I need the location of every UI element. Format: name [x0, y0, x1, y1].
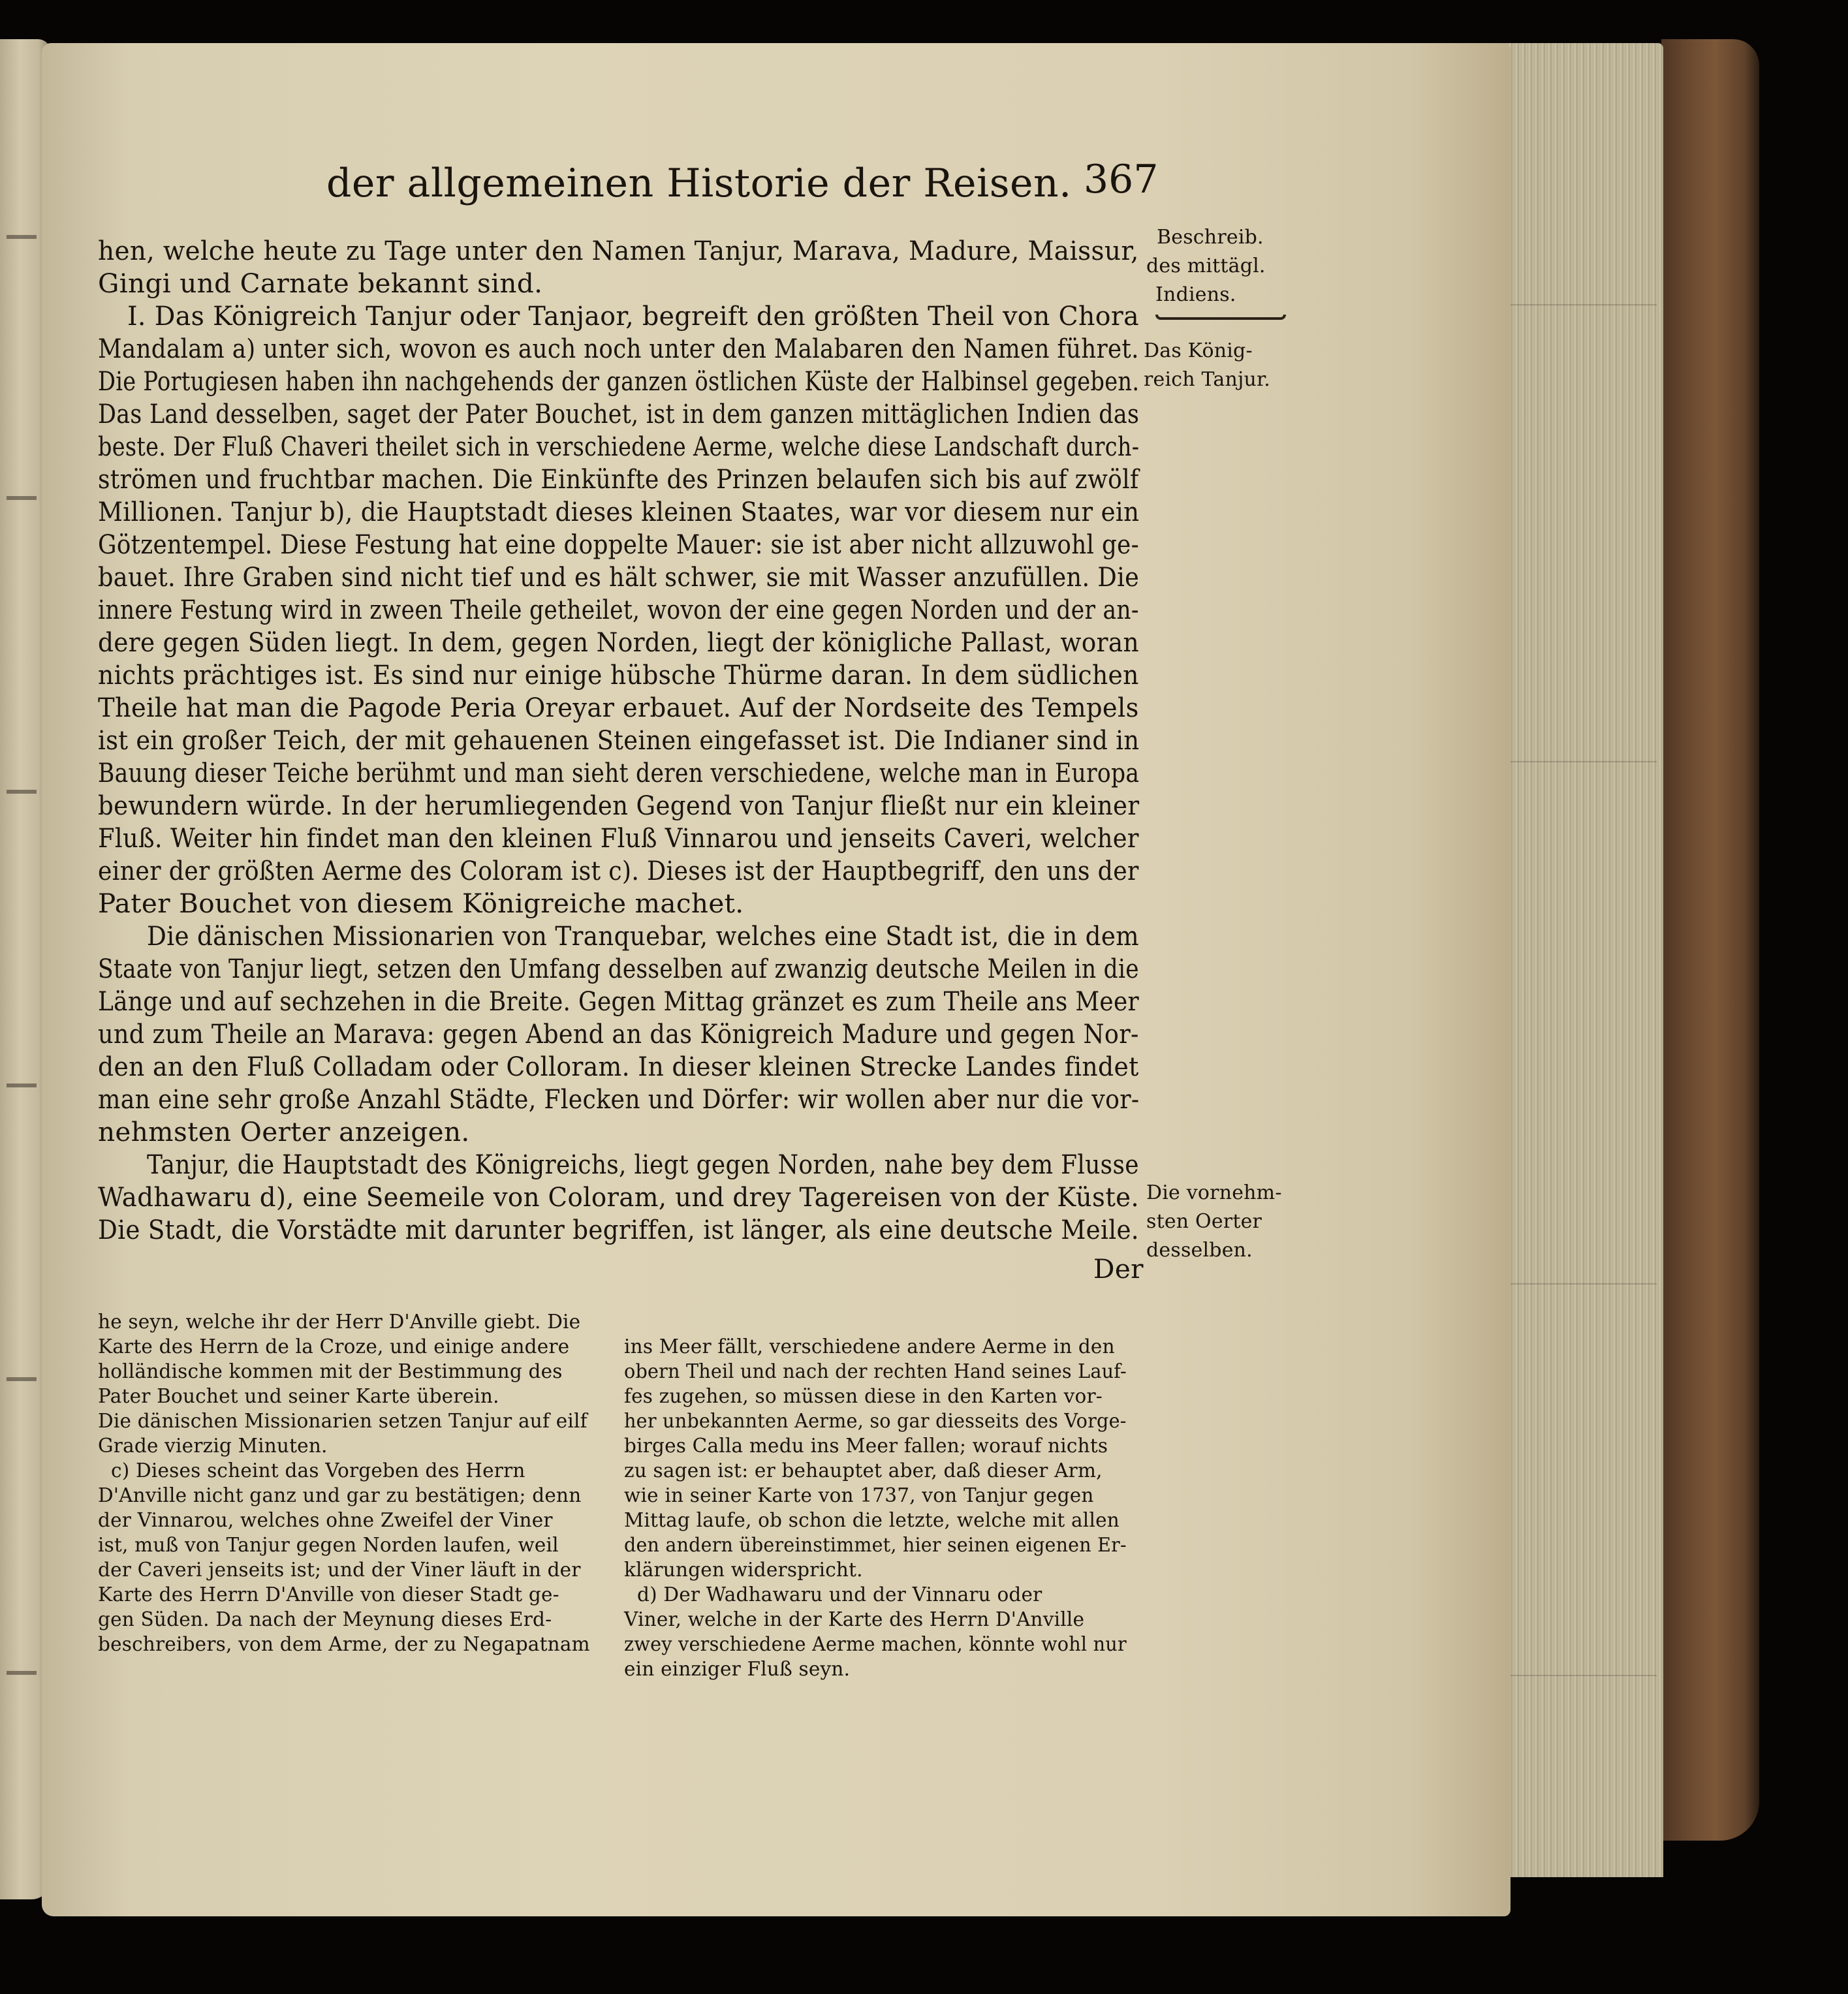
- bleed-mark: [7, 1377, 37, 1381]
- edge-band: [1494, 304, 1657, 305]
- margin-note: desselben.: [1146, 1239, 1253, 1262]
- footnote-line: d) Der Wadhawaru und der Vinnaru oder: [637, 1583, 1042, 1606]
- text-line: Die dänischen Missionarien von Tranquebar, welches eine Stadt ist, die in dem: [147, 920, 1139, 952]
- footnote-line: D'Anville nicht ganz und gar zu bestätigen; denn: [98, 1484, 582, 1506]
- footnote-line: ein einziger Fluß seyn.: [624, 1658, 851, 1680]
- footnote-line: Die dänischen Missionarien setzen Tanjur auf eilf: [98, 1410, 587, 1432]
- text-line: dere gegen Süden liegt. In dem, gegen Norden, liegt der königliche Pallast, woran: [98, 627, 1139, 658]
- margin-bracket: [1155, 315, 1286, 320]
- footnote-line: Pater Bouchet und seiner Karte überein.: [98, 1385, 499, 1407]
- text-line: strömen und fruchtbar machen. Die Einkünfte des Prinzen belaufen sich bis auf zwölf: [98, 463, 1139, 495]
- text-line: innere Festung wird in zween Theile getheilet, wovon der eine gegen Norden und der an-: [98, 594, 1139, 625]
- margin-note: des mittägl.: [1146, 255, 1266, 277]
- edge-band: [1494, 1283, 1657, 1285]
- text-line: nichts prächtiges ist. Es sind nur einige hübsche Thürme daran. In dem südlichen: [98, 659, 1139, 691]
- text-line: Wadhawaru d), eine Seemeile von Coloram, und drey Tagereisen von der Küste.: [98, 1181, 1140, 1213]
- footnote-line: klärungen widerspricht.: [624, 1559, 863, 1581]
- text-line: Staate von Tanjur liegt, setzen den Umfang desselben auf zwanzig deutsche Meilen in die: [98, 953, 1139, 984]
- footnote-line: her unbekannten Aerme, so gar diesseits des Vorge-: [624, 1410, 1127, 1432]
- margin-note: Die vornehm-: [1146, 1181, 1282, 1204]
- footnote-line: den andern übereinstimmet, hier seinen eigenen Er-: [624, 1534, 1127, 1556]
- text-line: Länge und auf sechzehen in die Breite. Gegen Mittag gränzet es zum Theile ans Meer: [98, 986, 1139, 1017]
- footnote-line: der Caveri jenseits ist; und der Viner läuft in der: [98, 1559, 581, 1581]
- text-line: nehmsten Oerter anzeigen.: [98, 1116, 470, 1147]
- footnote-line: ist, muß von Tanjur gegen Norden laufen, weil: [98, 1534, 559, 1556]
- text-line: Fluß. Weiter hin findet man den kleinen Fluß Vinnarou und jenseits Caveri, welcher: [98, 822, 1139, 854]
- footnote-line: he seyn, welche ihr der Herr D'Anville giebt. Die: [98, 1311, 581, 1333]
- text-line: I. Das Königreich Tanjur oder Tanjaor, begreift den größten Theil von Chora: [127, 300, 1140, 332]
- running-head: der allgemeinen Historie der Reisen.: [326, 161, 1072, 206]
- text-line: Götzentempel. Diese Festung hat eine doppelte Mauer: sie ist aber nicht allzuwohl ge-: [98, 529, 1139, 560]
- margin-note: reich Tanjur.: [1144, 368, 1271, 391]
- footnote-line: zwey verschiedene Aerme machen, könnte wohl nur: [624, 1633, 1127, 1655]
- footnote-line: Grade vierzig Minuten.: [98, 1435, 328, 1457]
- catchword: Der: [1093, 1253, 1144, 1285]
- footnote-line: wie in seiner Karte von 1737, von Tanjur gegen: [624, 1484, 1094, 1506]
- text-line: Bauung dieser Teiche berühmt und man sieht deren verschiedene, welche man in Europa: [98, 757, 1140, 788]
- footnote-line: Karte des Herrn D'Anville von dieser Stadt ge-: [98, 1583, 559, 1606]
- text-line: Gingi und Carnate bekannt sind.: [98, 268, 543, 299]
- text-line: hen, welche heute zu Tage unter den Namen Tanjur, Marava, Madure, Maissur,: [98, 235, 1139, 266]
- footnote-line: beschreibers, von dem Arme, der zu Negapatnam: [98, 1633, 590, 1655]
- text-line: beste. Der Fluß Chaveri theilet sich in verschiedene Aerme, welche diese Landschaft durch-: [98, 431, 1140, 462]
- footnote-line: Viner, welche in der Karte des Herrn D'Anville: [624, 1608, 1085, 1630]
- bleed-mark: [7, 235, 37, 239]
- text-line: einer der größten Aerme des Coloram ist c). Dieses ist der Hauptbegriff, den uns der: [98, 855, 1139, 886]
- margin-note: sten Oerter: [1146, 1210, 1262, 1233]
- bleed-mark: [7, 1083, 37, 1087]
- footnote-line: Karte des Herrn de la Croze, und einige andere: [98, 1335, 570, 1358]
- text-line: man eine sehr große Anzahl Städte, Flecken und Dörfer: wir wollen aber nur die vor-: [98, 1083, 1140, 1115]
- margin-note: Das König-: [1144, 339, 1253, 362]
- footnote-line: gen Süden. Da nach der Meynung dieses Erd-: [98, 1608, 552, 1630]
- book-binding: [1661, 39, 1759, 1841]
- bleed-mark: [7, 790, 37, 794]
- footnote-line: obern Theil und nach der rechten Hand seines Lauf-: [624, 1360, 1127, 1382]
- footnote-line: fes zugehen, so müssen diese in den Karten vor-: [624, 1385, 1103, 1407]
- footnote-line: c) Dieses scheint das Vorgeben des Herrn: [111, 1459, 525, 1482]
- text-line: Die Portugiesen haben ihn nachgehends der ganzen östlichen Küste der Halbinsel gegeben.: [98, 366, 1140, 397]
- text-line: ist ein großer Teich, der mit gehauenen Steinen eingefasset ist. Die Indianer sind in: [98, 724, 1140, 756]
- text-line: den an den Fluß Colladam oder Colloram. In dieser kleinen Strecke Landes findet: [98, 1051, 1139, 1082]
- text-line: bewundern würde. In der herumliegenden Gegend von Tanjur fließt nur ein kleiner: [98, 790, 1140, 821]
- bleed-mark: [7, 496, 37, 500]
- text-line: Die Stadt, die Vorstädte mit darunter begriffen, ist länger, als eine deutsche Meile.: [98, 1214, 1139, 1245]
- text-line: Tanjur, die Hauptstadt des Königreichs, liegt gegen Norden, nahe bey dem Flusse: [147, 1149, 1139, 1180]
- footnote-line: zu sagen ist: er behauptet aber, daß dieser Arm,: [624, 1459, 1103, 1482]
- margin-note: Beschreib.: [1157, 226, 1264, 249]
- text-line: Das Land desselben, saget der Pater Bouchet, ist in dem ganzen mittäglichen Indien das: [98, 398, 1140, 429]
- footnote-line: Mittag laufe, ob schon die letzte, welche mit allen: [624, 1509, 1120, 1531]
- text-line: Mandalam a) unter sich, wovon es auch noch unter den Malabaren den Namen führet.: [98, 333, 1139, 364]
- footnote-line: ins Meer fällt, verschiedene andere Aerme in den: [624, 1335, 1115, 1358]
- text-line: Pater Bouchet von diesem Königreiche machet.: [98, 888, 744, 919]
- edge-band: [1494, 761, 1657, 762]
- footnote-line: der Vinnarou, welches ohne Zweifel der Viner: [98, 1509, 553, 1531]
- margin-note: Indiens.: [1155, 283, 1236, 306]
- text-line: und zum Theile an Marava: gegen Abend an das Königreich Madure und gegen Nor-: [98, 1018, 1139, 1050]
- footnote-line: holländische kommen mit der Bestimmung des: [98, 1360, 563, 1382]
- text-line: Millionen. Tanjur b), die Hauptstadt dieses kleinen Staates, war vor diesem nur ein: [98, 496, 1140, 527]
- text-line: Theile hat man die Pagode Peria Oreyar erbauet. Auf der Nordseite des Tempels: [98, 692, 1139, 723]
- bleed-mark: [7, 1671, 37, 1675]
- edge-band: [1494, 1675, 1657, 1676]
- page-number: 367: [1084, 157, 1159, 202]
- text-line: bauet. Ihre Graben sind nicht tief und es hält schwer, sie mit Wasser anzufüllen. Die: [98, 561, 1140, 593]
- footnote-line: birges Calla medu ins Meer fallen; worauf nichts: [624, 1435, 1108, 1457]
